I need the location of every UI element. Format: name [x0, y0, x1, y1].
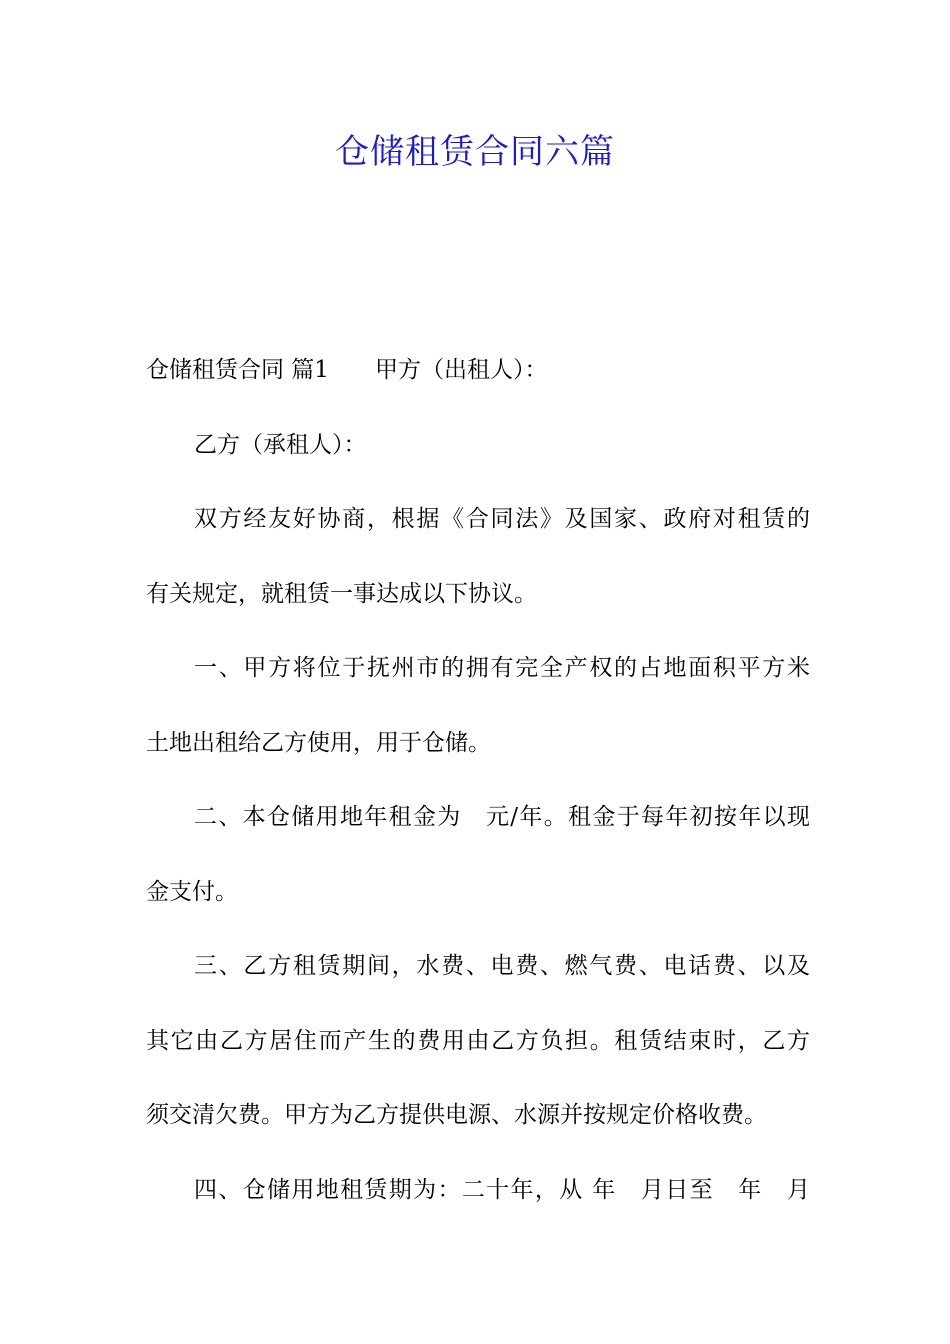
clause-2-line: 金支付。	[146, 878, 238, 905]
contract-heading: 仓储租赁合同 篇1	[146, 357, 329, 383]
clause-2-line: 二、本仓储用地年租金为 元/年。租金于每年初按年以现	[194, 804, 810, 830]
paragraph-line: 双方经友好协商，根据《合同法》及国家、政府对租赁的	[194, 506, 810, 532]
body-line	[146, 333, 810, 408]
document-title: 仓储租赁合同六篇	[335, 132, 615, 172]
clause-1-line: 土地出租给乙方使用，用于仓储。	[146, 729, 491, 756]
clause-3-line: 其它由乙方居住而产生的费用由乙方负担。租赁结束时，乙方	[146, 1027, 810, 1054]
clause-1-line: 一、甲方将位于抚州市的拥有完全产权的占地面积平方米	[194, 655, 810, 681]
document-body	[146, 333, 810, 1227]
paragraph-line: 有关规定，就租赁一事达成以下协议。	[146, 580, 537, 607]
party-b-label: 乙方（承租人）：	[194, 431, 367, 458]
clause-3-line: 三、乙方租赁期间，水费、电费、燃气费、电话费、以及	[194, 953, 810, 979]
clause-3-line: 须交清欠费。甲方为乙方提供电源、水源并按规定价格收费。	[146, 1102, 767, 1128]
clause-4-line: 四、仓储用地租赁期为：二十年，从 年 月日至 年 月	[194, 1176, 810, 1203]
party-a-label: 甲方（出租人）：	[374, 357, 548, 383]
